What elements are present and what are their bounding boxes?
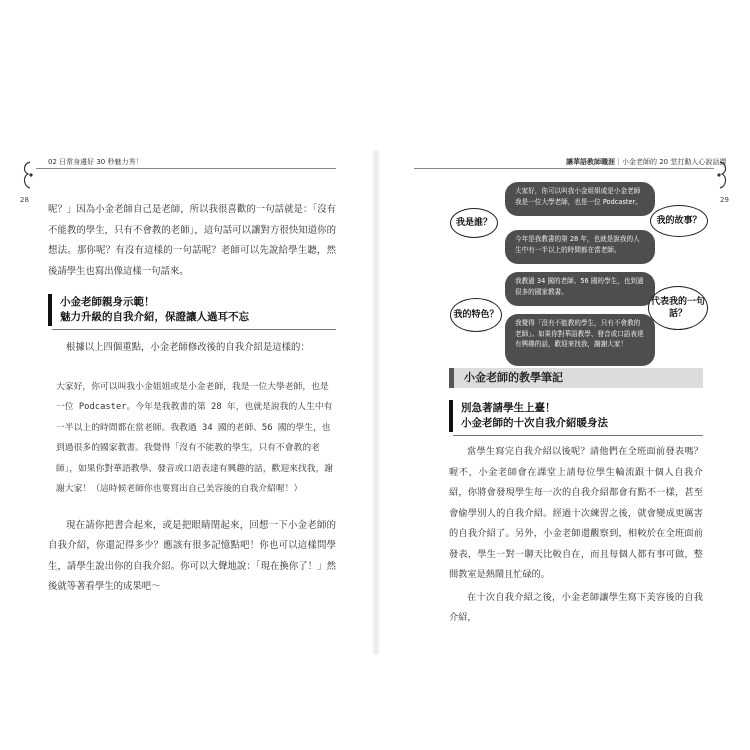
right-heading-line-1: 別急著請學生上臺！ xyxy=(461,402,556,414)
right-page-number: 29 xyxy=(720,196,729,204)
left-paragraph-2: 根據以上四個重點，小金老師修改後的自我介紹是這樣的： xyxy=(66,342,310,353)
right-header-rest: ｜小金老師的 20 堂打動人心說話課 xyxy=(615,158,727,166)
diagram-pill-2: 今年是我教書的第 28 年，也就是說我的人生中有一半以上的時間都在當老師。 xyxy=(505,230,655,264)
ornament-left-icon xyxy=(20,160,34,190)
book-gutter xyxy=(371,150,381,655)
left-header-rule xyxy=(36,168,336,169)
right-page-body xyxy=(449,368,703,629)
self-intro-diagram xyxy=(445,180,710,368)
self-intro-example: 大家好，你可以叫我小金姐姐或是小金老師，我是一位大學老師，也是一位 Podcaster。今年是我教書的第 28 年，也就是說我的人生中有一半以上的時間都在當老師。我教過 34 國的老師、56 國的學生，也到過很多的國家教書。我覺得「沒有不能教的學生，只有不會教的老師」，如果你對華語教學、發音或口語表達有興趣的話，歡迎來找我，謝謝大家！（這時候老師你也要寫出自己美容後的自我介紹喔！） xyxy=(56,381,334,494)
right-header-bold: 讓華語教師職涯 xyxy=(566,158,615,166)
section-title: 小金老師的教學筆記 xyxy=(449,368,703,388)
left-heading-line-1: 小金老師親身示範！ xyxy=(60,296,155,308)
bubble-my-story: 我的故事？ xyxy=(650,205,708,237)
bubble-my-feature: 我的特色？ xyxy=(450,298,502,332)
diagram-pill-3: 我教過 34 國的老師、56 國的學生，也到過很多的國家教書。 xyxy=(505,272,655,306)
right-paragraph-2: 在十次自我介紹之後，小金老師讓學生寫下美容後的自我介紹， xyxy=(449,591,703,623)
right-paragraph-1: 當學生寫完自我介紹以後呢？請他們在全班面前發表嗎？喔不，小金老師會在課堂上請每位學生輪流跟十個人自我介紹，你將會發現學生每一次的自我介紹都會有點不一樣，甚至會偷學別人的自我介紹。經過十次練習之後，就會變成更厲害的自我介紹了。另外，小金老師還觀察到，相較於在全班面前發表，學生一對一聊天比較自在，而且每個人都有事可做，整間教室是熱鬧且忙碌的。 xyxy=(449,446,703,580)
bubble-who-am-i: 我是誰？ xyxy=(450,208,498,238)
left-paragraph-3: 現在請你把書合起來，或是把眼睛閉起來，回想一下小金老師的自我介紹，你還記得多少？應該有很多記憶點吧！你也可以這樣問學生，請學生說出你的自我介紹。你可以大聲地說：「現在換你了！」然後就等著看學生的成果吧～ xyxy=(48,519,336,592)
diagram-pill-4: 我覺得「沒有不能教的學生，只有不會教的老師」。如果你對華語教學、發音或口語表達有興趣的話，歡迎來找我，謝謝大家！ xyxy=(505,314,655,366)
right-header-rule xyxy=(414,168,714,169)
left-paragraph-1: 呢？」因為小金老師自己是老師，所以我很喜歡的一句話就是：「沒有不能教的學生，只有不會教的老師」，這句話可以讓對方很快知道你的想法。那你呢？有沒有這樣的一句話呢？老師可以先說給學生聽，然後請學生也寫出像這樣一句話來。 xyxy=(48,204,336,277)
bubble-my-phrase: 代表我的一句話？ xyxy=(648,286,708,330)
right-heading xyxy=(449,400,703,432)
left-heading-line-2: 魅力升級的自我介紹，保證讓人過耳不忘 xyxy=(60,311,249,323)
right-heading-underline xyxy=(453,435,703,436)
diagram-pill-1: 大家好，你可以叫我小金姐姐或是小金老師我是一位大學老師，也是一位 Podcaster。 xyxy=(505,182,655,216)
left-page-number: 28 xyxy=(20,196,29,204)
right-heading-line-2: 小金老師的十次自我介紹暖身法 xyxy=(461,417,608,429)
right-running-header xyxy=(566,157,726,167)
left-heading xyxy=(48,294,336,326)
left-heading-underline xyxy=(52,329,336,330)
left-running-header: 02 日常身邊好 30 秒魅力秀！ xyxy=(48,158,143,166)
left-page-body xyxy=(48,200,336,598)
